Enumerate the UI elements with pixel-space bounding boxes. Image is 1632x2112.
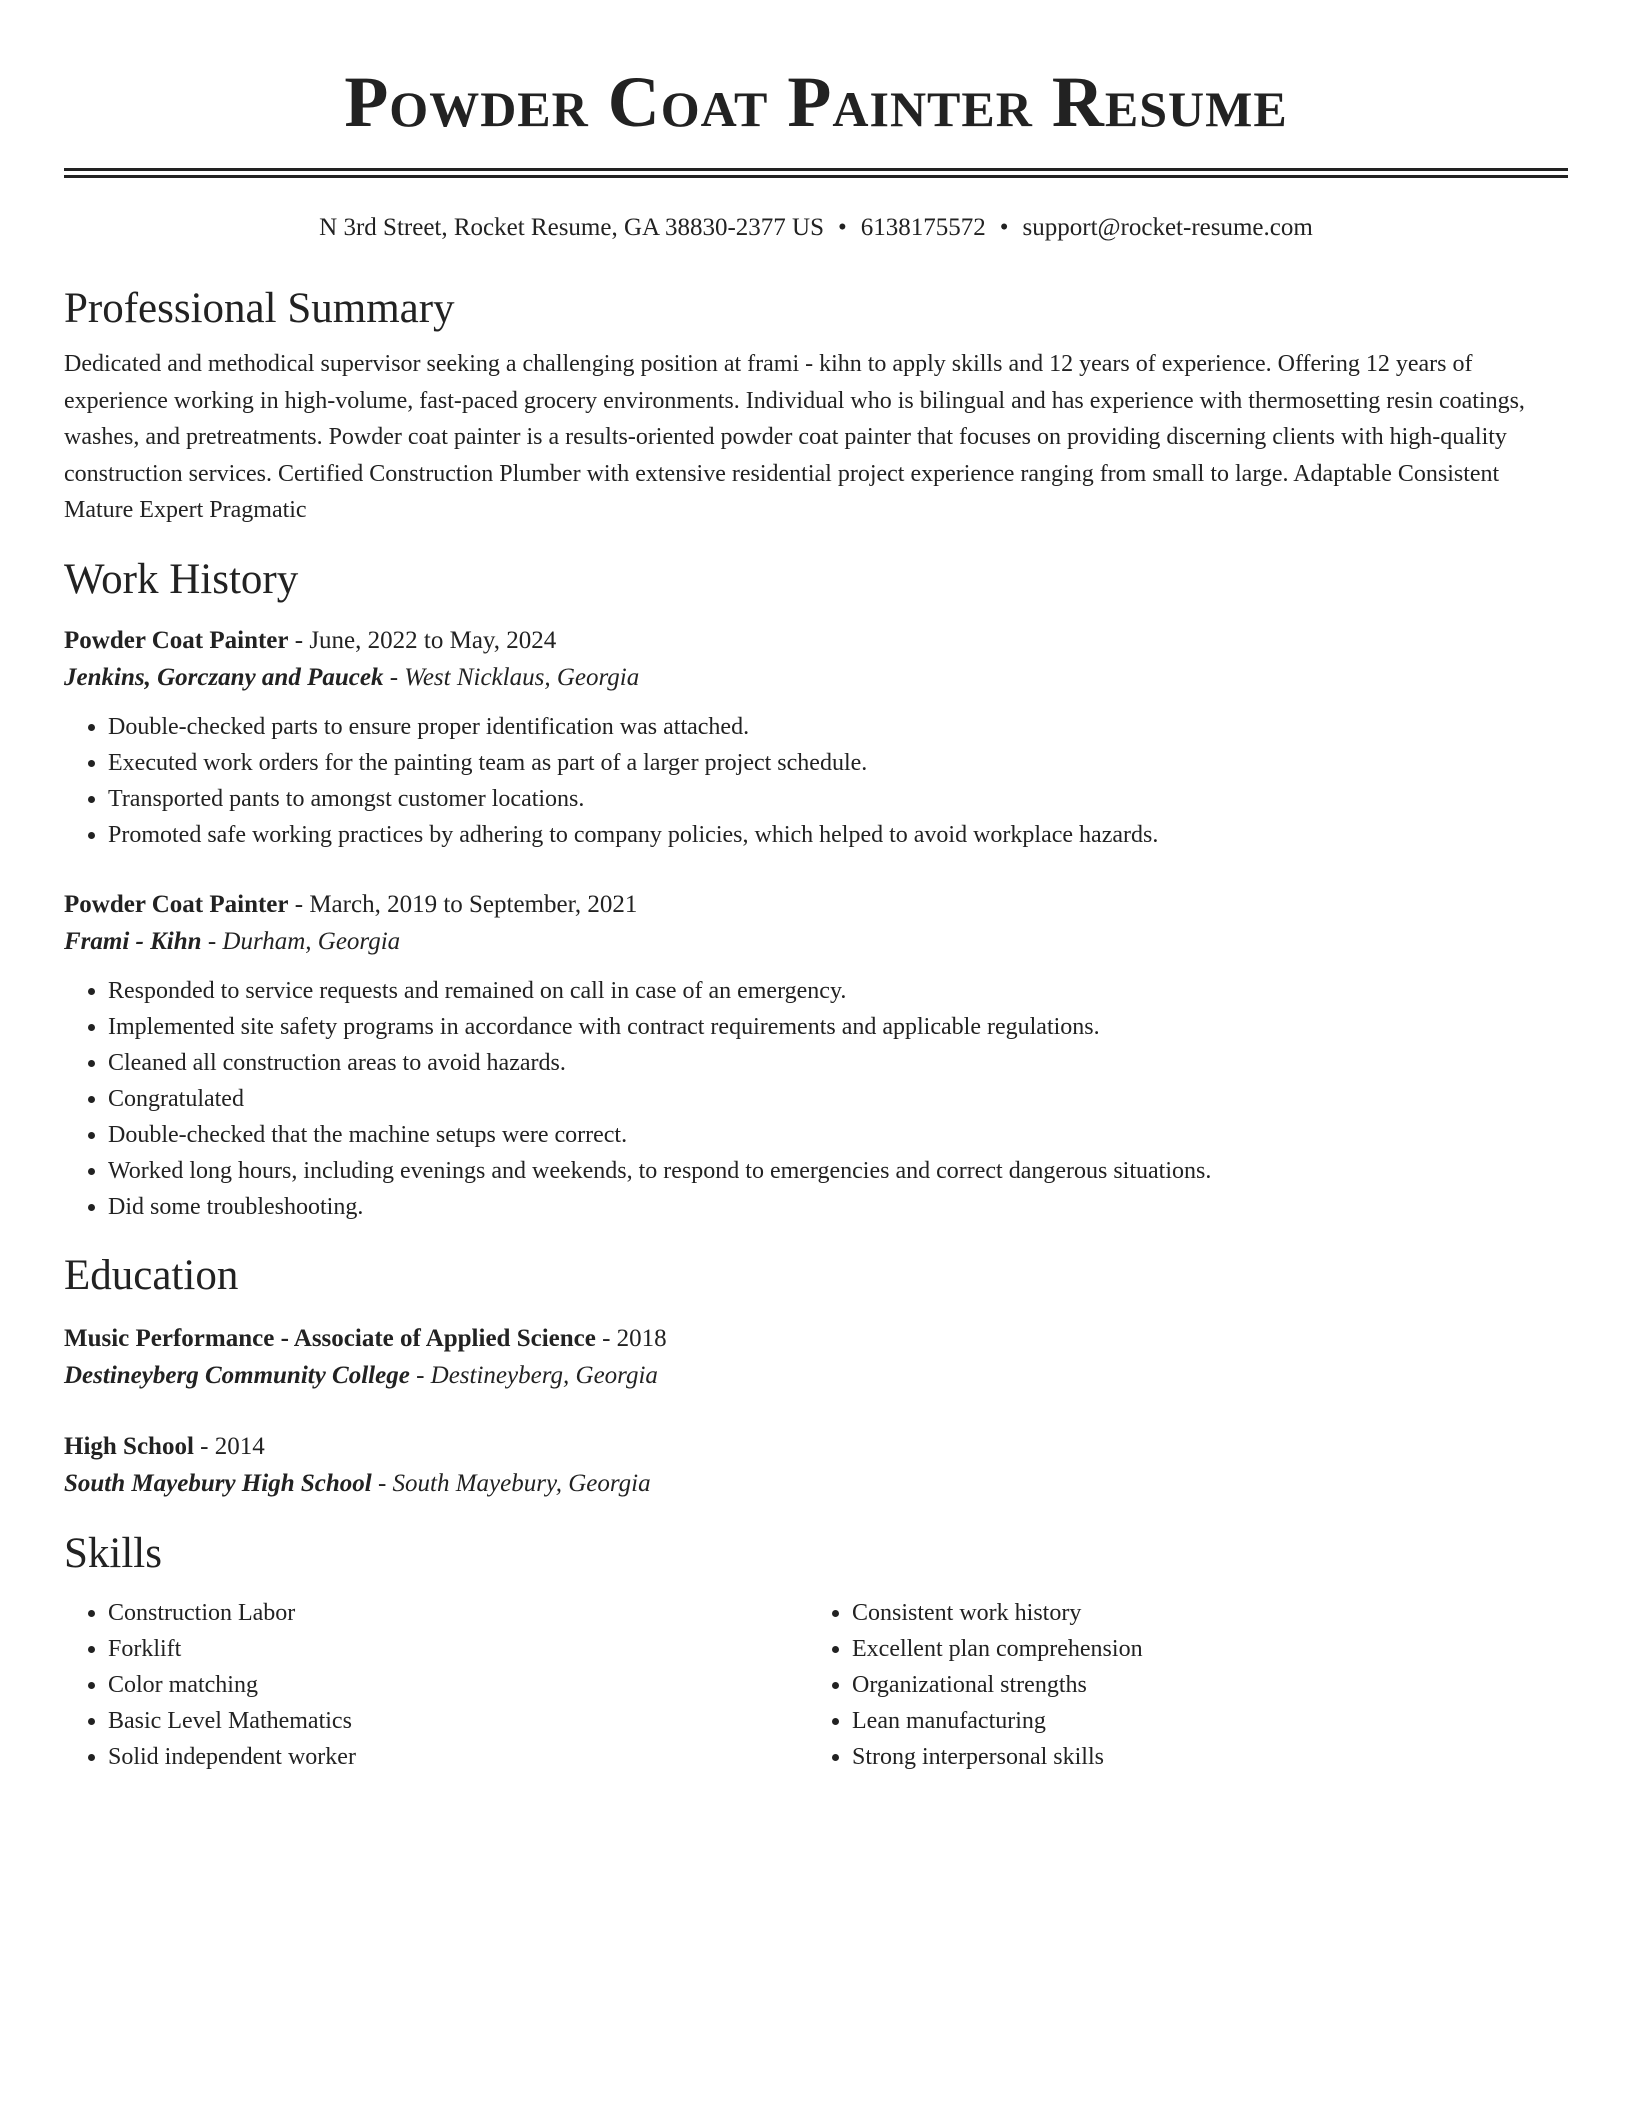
education-entry (64, 1429, 1568, 1503)
skill-item: • Construction Labor (108, 1595, 808, 1631)
education-location: - Destineyberg, Georgia (409, 1361, 658, 1389)
job-duty: • Implemented site safety programs in accordance with contract requirements and applicable regulations. (108, 1009, 1568, 1045)
job-dates: - March, 2019 to September, 2021 (288, 890, 638, 918)
job-duty: • Did some troubleshooting. (108, 1189, 1568, 1225)
summary-heading: Professional Summary (64, 285, 455, 332)
job-company-line (64, 659, 1568, 697)
job-duties-list (64, 709, 1568, 853)
skill-item: • Basic Level Mathematics (108, 1703, 808, 1739)
title-double-rule (64, 168, 1568, 178)
job-location: - West Nicklaus, Georgia (383, 663, 640, 691)
job-title: Powder Coat Painter (64, 626, 289, 654)
education-degree: Music Performance - Associate of Applied Science (64, 1324, 596, 1352)
job-duty: • Executed work orders for the painting team as part of a larger project schedule. (108, 745, 1568, 781)
contact-email: support@rocket-resume.com (1022, 214, 1313, 241)
skills-columns (64, 1595, 1568, 1775)
job-duties-list (64, 973, 1568, 1225)
summary-text: Dedicated and methodical supervisor seeking a challenging position at frami - kihn to apply skills and 12 years of experience. Offering 12 years of experience working in high-volume, fast-paced grocery environments. Individual who is bilingual and has experience with thermosetting resin coatings, washes, and pretreatments. Powder coat painter is a results-oriented powder coat painter that focuses on providing discerning clients with high-quality construction services. Certified Construction Plumber with extensive residential project experience ranging from small to large. Adaptable Consistent Mature Expert Pragmatic (64, 351, 1525, 523)
job-company: Frami - Kihn (64, 927, 202, 955)
education-school-line (64, 1465, 1568, 1503)
resume-title: Powder Coat Painter Resume (344, 62, 1288, 142)
education-degree-line (64, 1321, 1568, 1357)
education-degree: High School (64, 1432, 194, 1460)
job-duty: • Worked long hours, including evenings and weekends, to respond to emergencies and correct dangerous situations. (108, 1153, 1568, 1189)
education-location: - South Mayebury, Georgia (371, 1469, 651, 1497)
job-company-line (64, 923, 1568, 961)
education-degree-line (64, 1429, 1568, 1465)
skills-heading: Skills (64, 1529, 162, 1577)
job-dates: - June, 2022 to May, 2024 (288, 626, 557, 654)
skills-column-left (64, 1595, 808, 1775)
education-school: South Mayebury High School (64, 1469, 372, 1497)
contact-separator: • (837, 214, 847, 241)
job-duty: • Responded to service requests and remained on call in case of an emergency. (108, 973, 1568, 1009)
education-heading: Education (64, 1251, 239, 1299)
job-duty: • Cleaned all construction areas to avoid hazards. (108, 1045, 1568, 1081)
education-year: - 2018 (595, 1324, 667, 1352)
skill-item: • Lean manufacturing (852, 1703, 1552, 1739)
skill-item: • Strong interpersonal skills (852, 1739, 1552, 1775)
job-duty: • Congratulated (108, 1081, 1568, 1117)
contact-line (64, 212, 1568, 244)
job-title-line (64, 623, 1568, 659)
work-history-heading: Work History (64, 555, 299, 603)
education-entry (64, 1321, 1568, 1395)
job-duty: • Transported pants to amongst customer locations. (108, 781, 1568, 817)
skill-item: • Excellent plan comprehension (852, 1631, 1552, 1667)
skill-item: • Color matching (108, 1667, 808, 1703)
skills-column-right (808, 1595, 1552, 1775)
job-duty: • Promoted safe working practices by adhering to company policies, which helped to avoid workplace hazards. (108, 817, 1568, 853)
contact-phone: 6138175572 (860, 214, 986, 241)
skill-item: • Consistent work history (852, 1595, 1552, 1631)
skills-list-right (808, 1595, 1552, 1775)
job-duty: • Double-checked parts to ensure proper identification was attached. (108, 709, 1568, 745)
contact-separator: • (999, 214, 1009, 241)
education-year: - 2014 (193, 1432, 265, 1460)
skill-item: • Organizational strengths (852, 1667, 1552, 1703)
job-company: Jenkins, Gorczany and Paucek (64, 663, 384, 691)
education-school-line (64, 1357, 1568, 1395)
skill-item: • Forklift (108, 1631, 808, 1667)
job-duty: • Double-checked that the machine setups were correct. (108, 1117, 1568, 1153)
job-location: - Durham, Georgia (201, 927, 401, 955)
contact-address: N 3rd Street, Rocket Resume, GA 38830-2377 US (319, 214, 824, 241)
skills-list-left (64, 1595, 808, 1775)
skill-item: • Solid independent worker (108, 1739, 808, 1775)
job-title: Powder Coat Painter (64, 890, 289, 918)
education-school: Destineyberg Community College (64, 1361, 410, 1389)
job-title-line (64, 887, 1568, 923)
